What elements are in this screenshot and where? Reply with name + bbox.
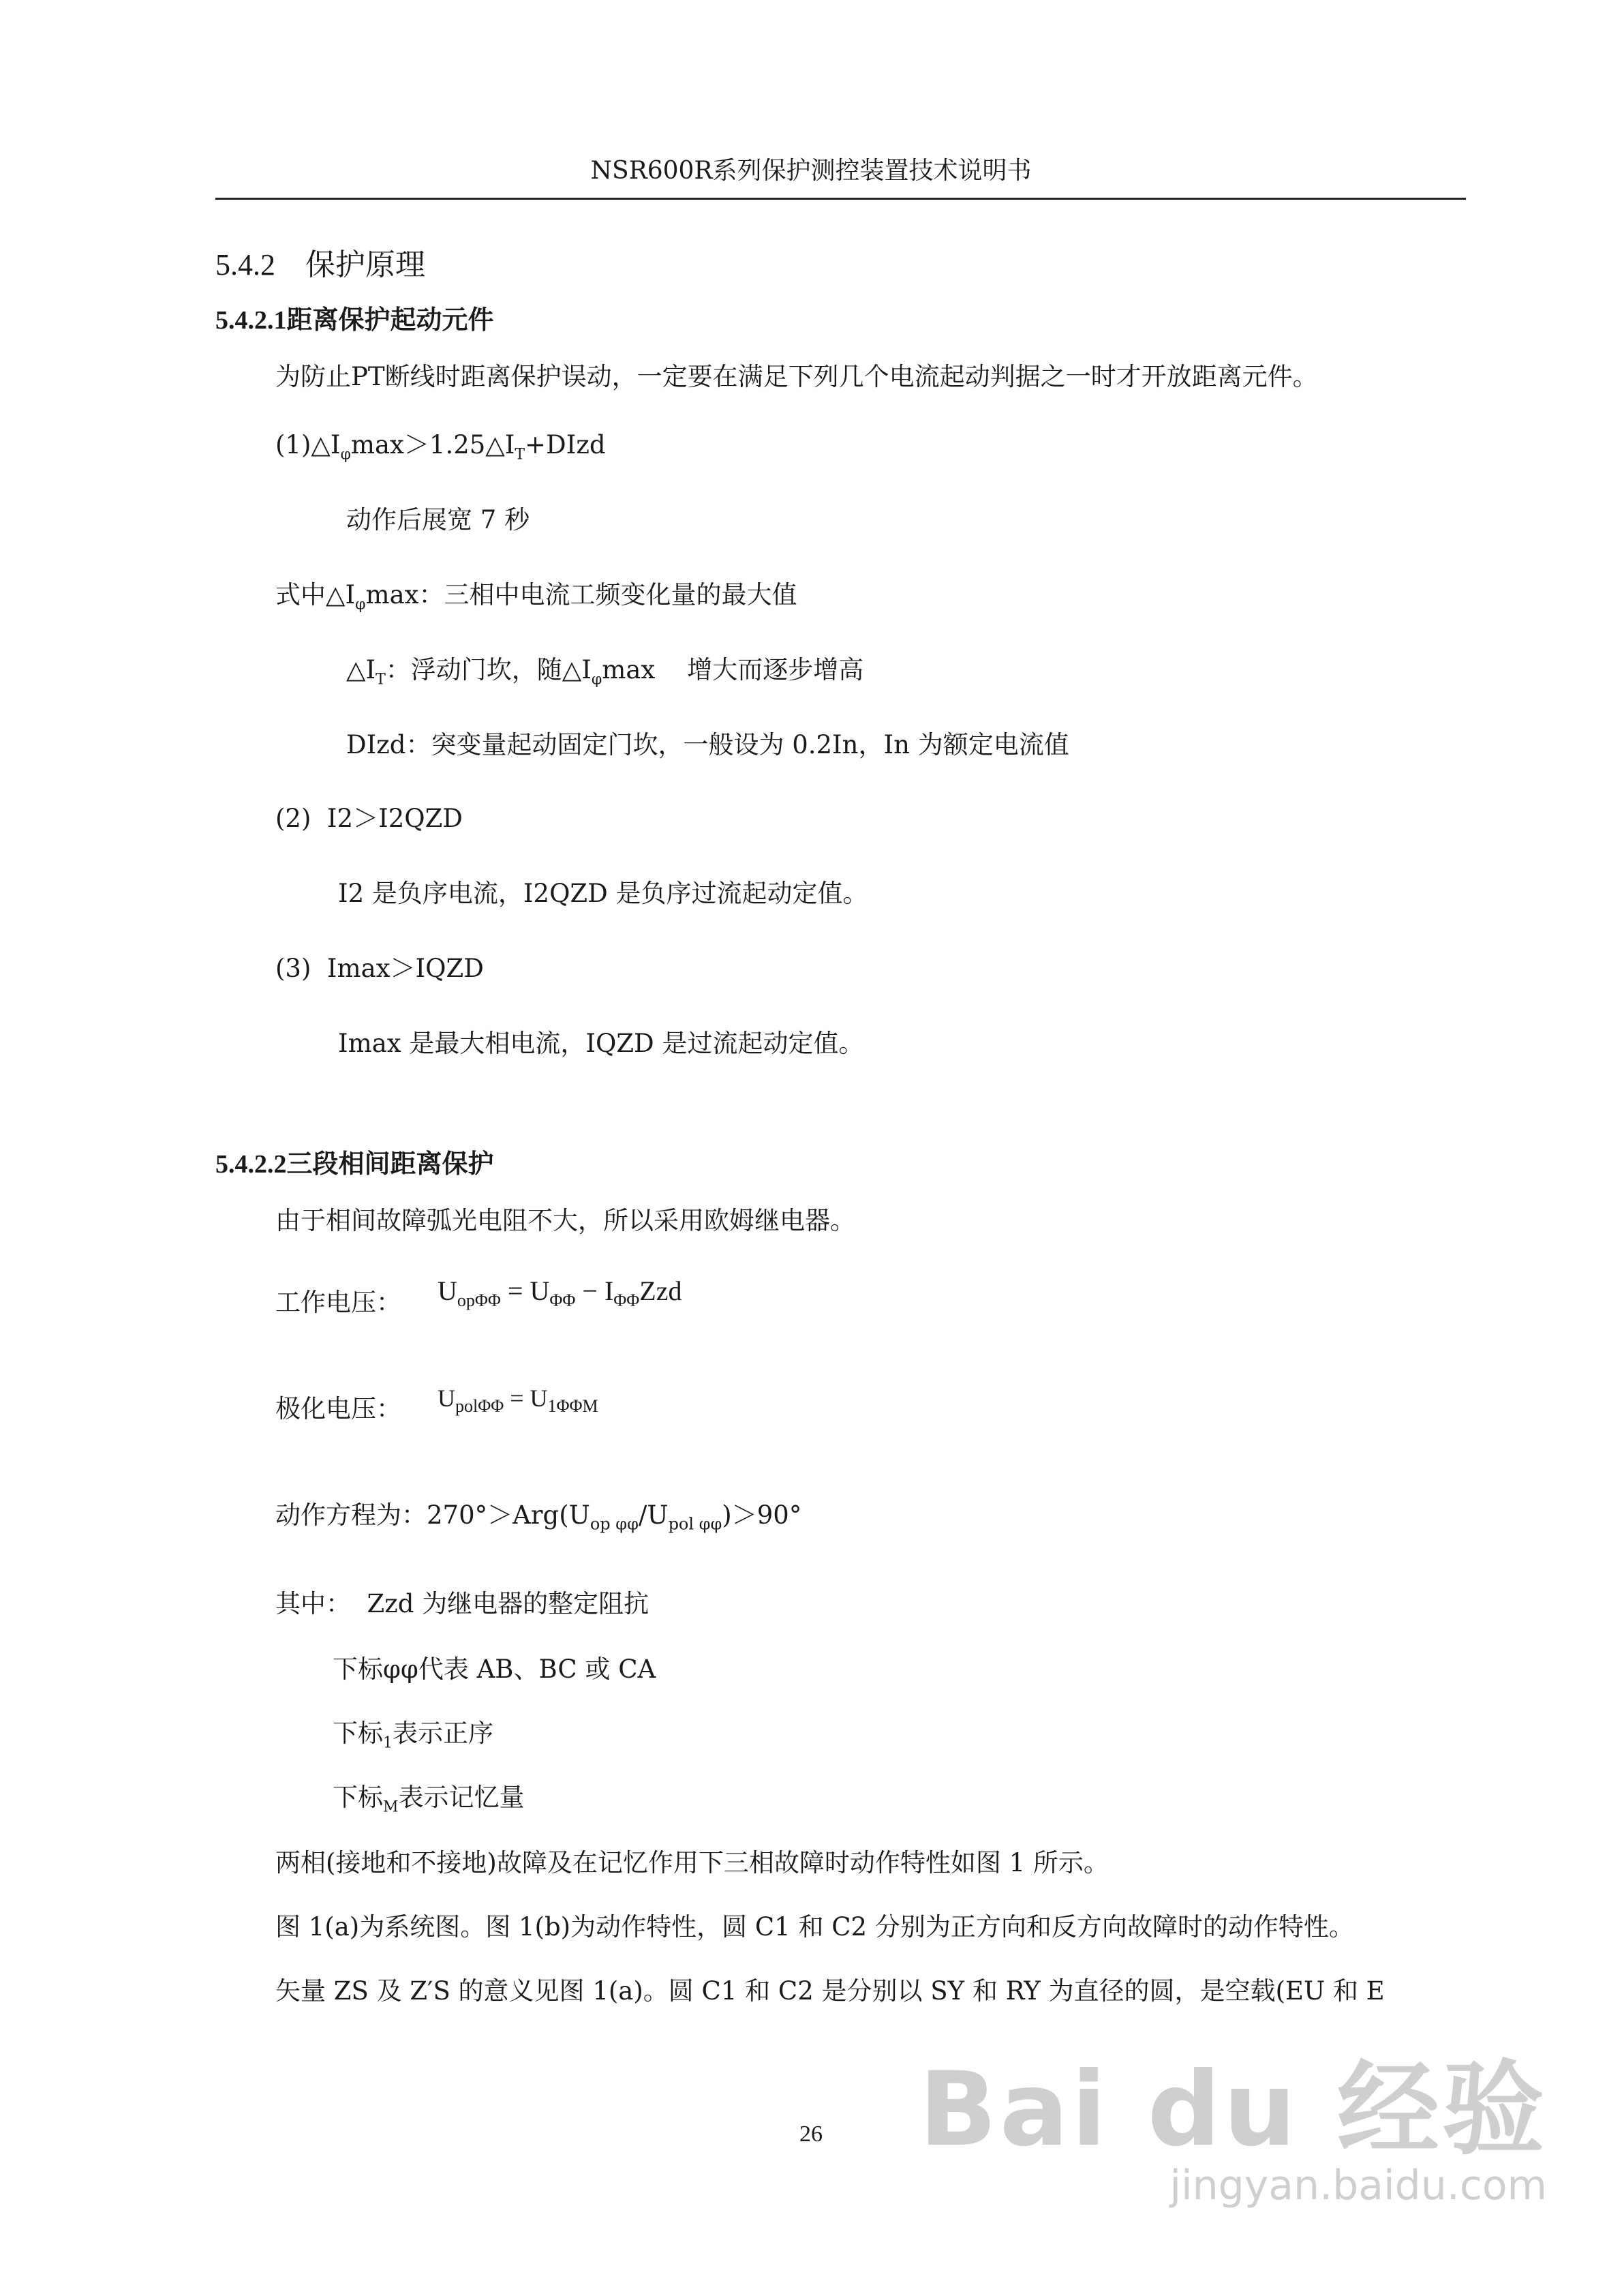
working-voltage-formula: $U_{op\Phi\Phi} = U_{\Phi\Phi} - I_{\Phi\Phi}Zzd$ — [438, 1275, 682, 1310]
criterion-3-note: Imax 是最大相电流，IQZD 是过流起动定值。 — [338, 1029, 864, 1058]
paragraph-3: 矢量 ZS 及 Z′S 的意义见图 1(a)。圆 C1 和 C2 是分别以 SY 和 RY 为直径的圆，是空载(EU 和 E — [275, 1976, 1385, 2006]
watermark-url: jingyan.baidu.com — [1169, 2162, 1547, 2209]
intro-paragraph-1: 为防止PT断线时距离保护误动，一定要在满足下列几个电流起动判据之一时才开放距离元件。 — [275, 362, 1318, 391]
definition-2: $\triangle I_T$：浮动门坎，随$\triangle I_\varphi\max$ 增大而逐步增高 — [346, 655, 864, 689]
definition-3: DIzd：突变量起动固定门坎，一般设为 0.2In，In 为额定电流值 — [346, 730, 1069, 759]
section-heading — [215, 240, 425, 284]
criterion-3: (3) Imax＞IQZD — [275, 954, 484, 983]
criterion-1: $(1)\triangle I_\varphi\max>1.25\triangle I_T+DIzd$ — [275, 430, 606, 464]
section-title: 保护原理 — [305, 248, 425, 282]
subsection-heading-1: 5.4.2.1距离保护起动元件 — [215, 306, 494, 335]
section-number: 5.4.2 — [215, 248, 275, 282]
criterion-2-note: I2 是负序电流，I2QZD 是负序过流起动定值。 — [338, 879, 868, 908]
action-equation: 动作方程为：$270^\circ>Arg(U_{op \varphi\varphi}/U_{pol \varphi\varphi})>90^\circ$ — [275, 1500, 802, 1534]
page-header-title: NSR600R系列保护测控装置技术说明书 — [590, 157, 1032, 185]
definition-1: 式中$\triangle I_\varphi\max$：三相中电流工频变化量的最大值 — [275, 580, 797, 614]
criterion-2: (2) I2＞I2QZD — [275, 804, 463, 833]
paragraph-1: 两相(接地和不接地)故障及在记忆作用下三相故障时动作特性如图 1 所示。 — [275, 1848, 1109, 1877]
subsection-heading-2: 5.4.2.2三段相间距离保护 — [215, 1150, 494, 1179]
polarizing-voltage-formula: $U_{pol\Phi\Phi} = U_{1\Phi\Phi M}$ — [438, 1385, 598, 1417]
where-line-4: 下标$_M$表示记忆量 — [333, 1783, 525, 1816]
working-voltage-label: 工作电压： — [275, 1288, 401, 1317]
watermark — [919, 2051, 1547, 2210]
where-line-3: 下标$_1$表示正序 — [333, 1719, 493, 1752]
where-line-1: 其中： Zzd 为继电器的整定阻抗 — [275, 1589, 649, 1618]
header-rule — [215, 198, 1466, 200]
where-line-2: 下标φφ代表 AB、BC 或 CA — [333, 1655, 656, 1684]
intro-paragraph-2: 由于相间故障弧光电阻不大，所以采用欧姆继电器。 — [275, 1206, 855, 1235]
polarizing-voltage-label: 极化电压： — [275, 1394, 401, 1423]
paragraph-2: 图 1(a)为系统图。图 1(b)为动作特性，圆 C1 和 C2 分别为正方向和反方向故障时的动作特性。 — [275, 1912, 1354, 1942]
watermark-logo: Bai du 经验 — [919, 2051, 1547, 2169]
page-number: 26 — [799, 2121, 823, 2147]
criterion-1-note: 动作后展宽 7 秒 — [346, 505, 530, 534]
